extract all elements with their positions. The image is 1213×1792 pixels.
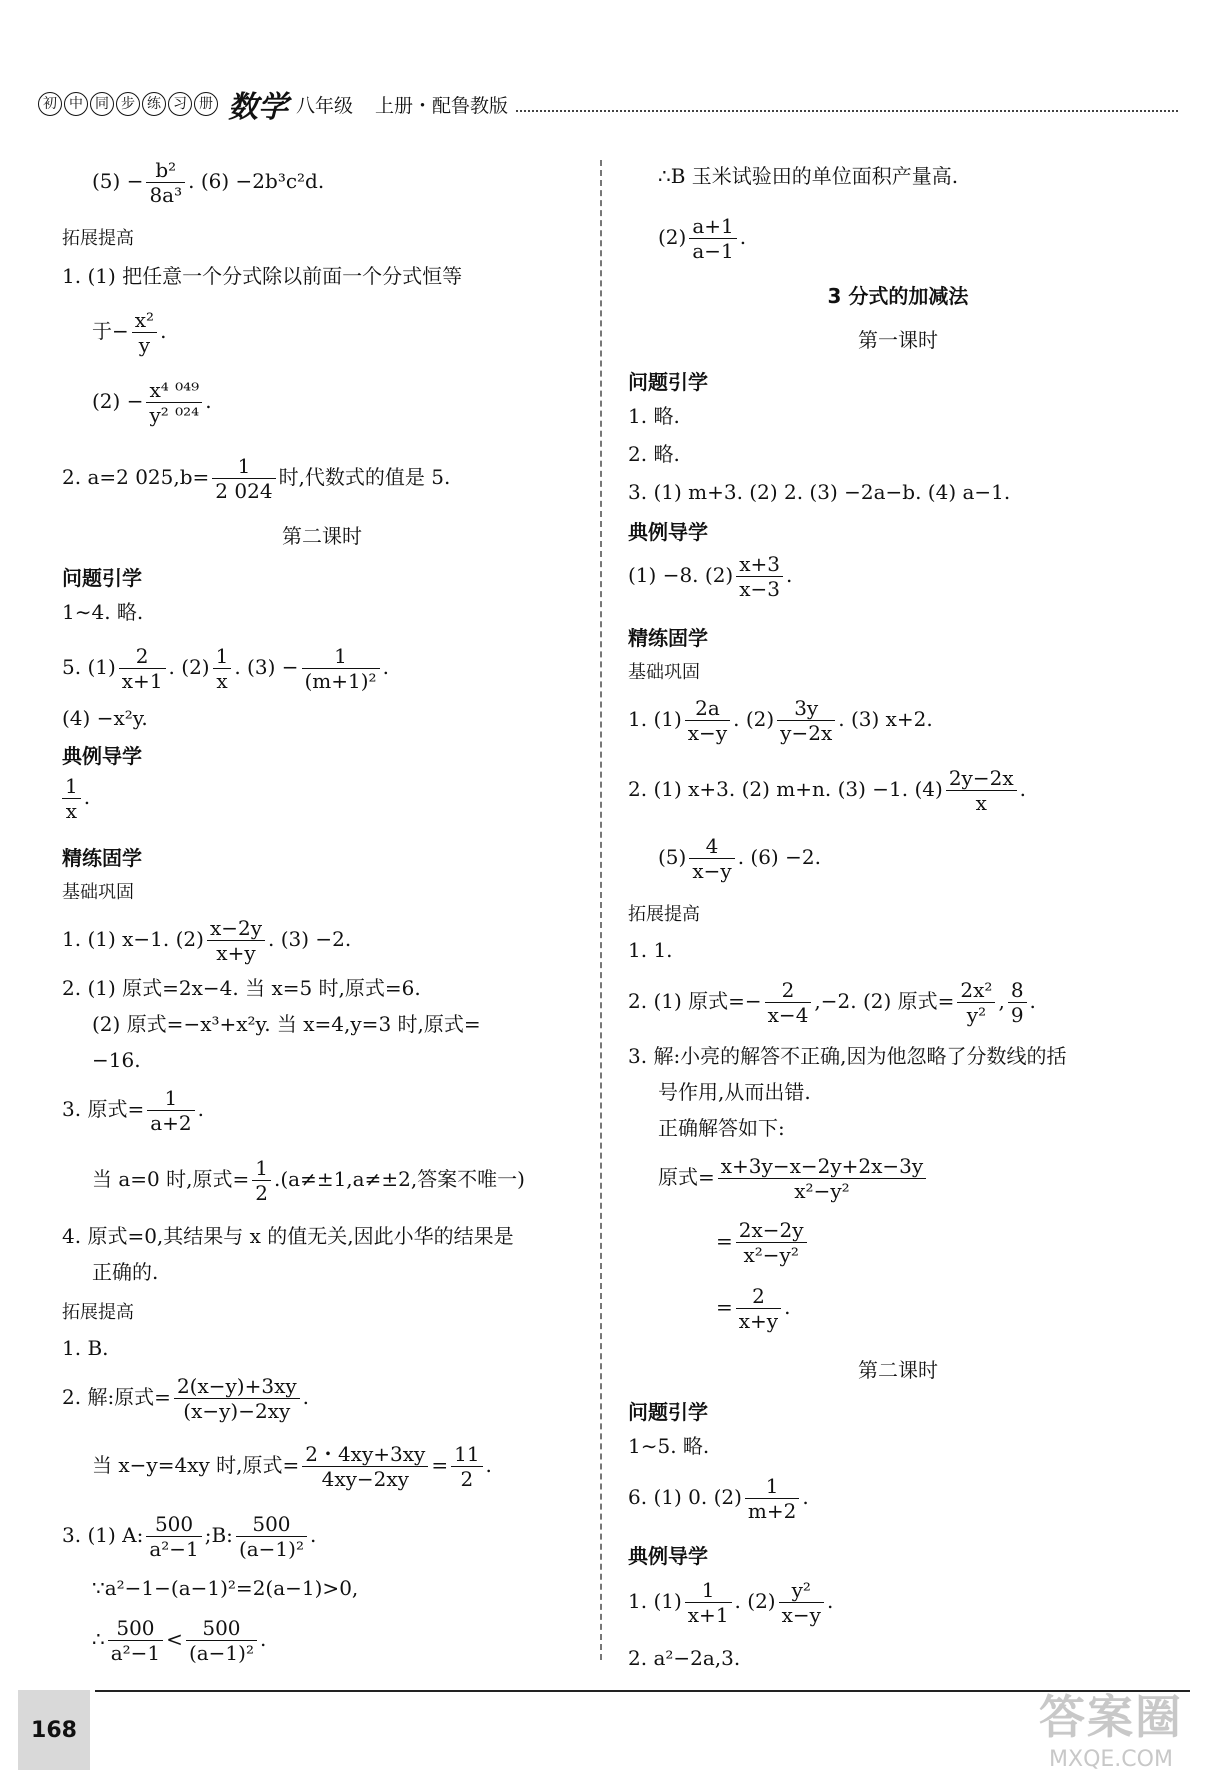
lesson-title: 第二课时 [282,524,362,548]
answer-line: 3. 原式= $\frac{1}{a+2}$ . [62,1086,204,1135]
subsection-heading: 拓展提高 [62,1302,134,1323]
section-heading: 问题引学 [62,566,142,590]
answer-line: 原式= $\frac{x+3y-x-2y+2x-3y}{\text{x²−y²}}$ [658,1154,929,1203]
answer-line: 1∼4. 略. [62,600,144,624]
subsection-heading: 拓展提高 [628,904,700,925]
answer-line: 2. 略. [628,442,680,466]
section-heading: 典例导学 [628,520,708,544]
answer-line: 3. 解:小亮的解答不正确,因为他忽略了分数线的括 [628,1044,1067,1068]
answer-line: 1. B. [62,1336,109,1360]
section-heading: 问题引学 [628,1400,708,1424]
answer-line: 当 x−y=4xy 时,原式= $\frac{2・4xy+3xy}{4xy-2xy}$ = $\frac{11}{2}$ . [92,1442,492,1491]
series-char: 练 [142,92,166,116]
answer-line: 1. (1) $\frac{2a}{x-y}$ . (2) $\frac{3y}{y-2x}$ . (3) x+2. [628,696,933,745]
answer-line: 号作用,从而出错. [658,1080,811,1104]
answer-line: (5) $\frac{4}{x-y}$ . (6) −2. [658,834,821,883]
answer-line: 2. (1) 原式=2x−4. 当 x=5 时,原式=6. [62,976,421,1000]
answer-line: $\frac{1}{x}$ . [62,774,90,823]
answer-line: (2) 原式=−x³+x²y. 当 x=4,y=3 时,原式= [92,1012,481,1036]
section-heading: 精练固学 [62,846,142,870]
subsection-heading: 拓展提高 [62,228,134,249]
answer-line: ∴B 玉米试验田的单位面积产量高. [658,164,959,188]
answer-line: 正确的. [92,1260,159,1284]
answer-line: 6. (1) 0. (2) $\frac{1}{m+2}$ . [628,1474,809,1523]
answer-line: (1) −8. (2) $\frac{x+3}{x-3}$ . [628,552,793,601]
answer-line: 1. (1) $\frac{1}{x+1}$ . (2) $\frac{\text{y²}}{x-y}$ . [628,1578,834,1627]
answer-line: 2. 解:原式= $\frac{2(x-y)+3xy}{(x-y)-2xy}$ . [62,1374,310,1423]
section-heading: 精练固学 [628,626,708,650]
watermark-text: 答案圈 [1039,1690,1183,1744]
answer-line: 4. 原式=0,其结果与 x 的值无关,因此小华的结果是 [62,1224,514,1248]
edition-label: 上册・配鲁教版 [375,94,509,117]
answer-line: ∵a²−1−(a−1)²=2(a−1)>0, [92,1576,359,1600]
answer-line: 2. a=2 025,b= $\frac{1}{2 024}$ 时,代数式的值是 5. [62,454,451,503]
subsection-heading: 基础巩固 [628,662,700,683]
answer-line: 3. (1) A: $\frac{500}{\text{a²−1}}$ ;B: $\frac{500}{\text{(a−1)²}}$ . [62,1512,317,1561]
section-heading: 典例导学 [628,1544,708,1568]
series-char: 中 [64,92,88,116]
answer-line: 1. 略. [628,404,680,428]
page-header [38,86,1178,125]
answer-line: = $\frac{2x-2y}{\text{x²−y²}}$ [716,1218,810,1267]
series-char: 初 [38,92,62,116]
answer-line: 于− $\frac{\text{x²}}{y}$ . [92,308,167,357]
answer-line: ∴ $\frac{500}{\text{a²−1}}$ < $\frac{500}{\text{(a−1)²}}$ . [92,1616,267,1665]
subsection-heading: 基础巩固 [62,882,134,903]
answer-line: (2) $\frac{a+1}{a-1}$ . [658,214,747,263]
grade-label: 八年级 [296,94,354,117]
watermark-url: MXQE.COM [1049,1747,1173,1772]
series-char: 册 [194,92,218,116]
answer-line: −16. [92,1048,141,1072]
answer-line: (2) − $\frac{\text{x⁴ ⁰⁴⁹}}{\text{y² ⁰²⁴}}$ . [92,378,212,427]
answer-line: 1. (1) 把任意一个分式除以前面一个分式恒等 [62,264,463,288]
subject-title: 数学 [228,90,288,125]
series-char: 同 [90,92,114,116]
column-divider [600,160,602,1660]
header-dotted-rule [516,96,1178,112]
answer-line: 当 a=0 时,原式= $\frac{1}{2}$ .(a≠±1,a≠±2,答案不唯一) [92,1156,525,1205]
section-heading: 典例导学 [62,744,142,768]
page-number: 168 [18,1690,90,1770]
answer-line: 正确解答如下: [658,1116,785,1140]
answer-line: 3. (1) m+3. (2) 2. (3) −2a−b. (4) a−1. [628,480,1011,504]
answer-line: 5. (1) $\frac{2}{x+1}$ . (2) $\frac{1}{x}$ . (3) − $\frac{1}{\text{(m+1)²}}$ . [62,644,389,693]
answer-line: 2. (1) 原式=− $\frac{2}{x-4}$ ,−2. (2) 原式= $\frac{\text{2x²}}{\text{y²}}$ , $\frac{8}{9}$ . [628,978,1036,1027]
answer-line: 2. (1) x+3. (2) m+n. (3) −1. (4) $\frac{2y-2x}{x}$ . [628,766,1026,815]
answer-line: (4) −x²y. [62,706,148,730]
series-char: 步 [116,92,140,116]
lesson-title: 第二课时 [858,1358,938,1382]
answer-line: 2. a²−2a,3. [628,1646,741,1670]
section-title: 3 分式的加减法 [827,284,969,308]
section-heading: 问题引学 [628,370,708,394]
watermark-logo [1039,1681,1183,1772]
answer-line: 1∼5. 略. [628,1434,710,1458]
answer-line: = $\frac{2}{x+y}$ . [716,1284,791,1333]
lesson-title: 第一课时 [858,328,938,352]
answer-line: 1. (1) x−1. (2) $\frac{x-2y}{x+y}$ . (3) −2. [62,916,352,965]
answer-line: (5) − $\frac{\text{b²}}{\text{8a³}}$ . (6) −2b³c²d. [92,158,325,207]
answer-line: 1. 1. [628,938,673,962]
series-char: 习 [168,92,192,116]
series-title [38,92,218,116]
footer-rule [95,1690,1190,1692]
